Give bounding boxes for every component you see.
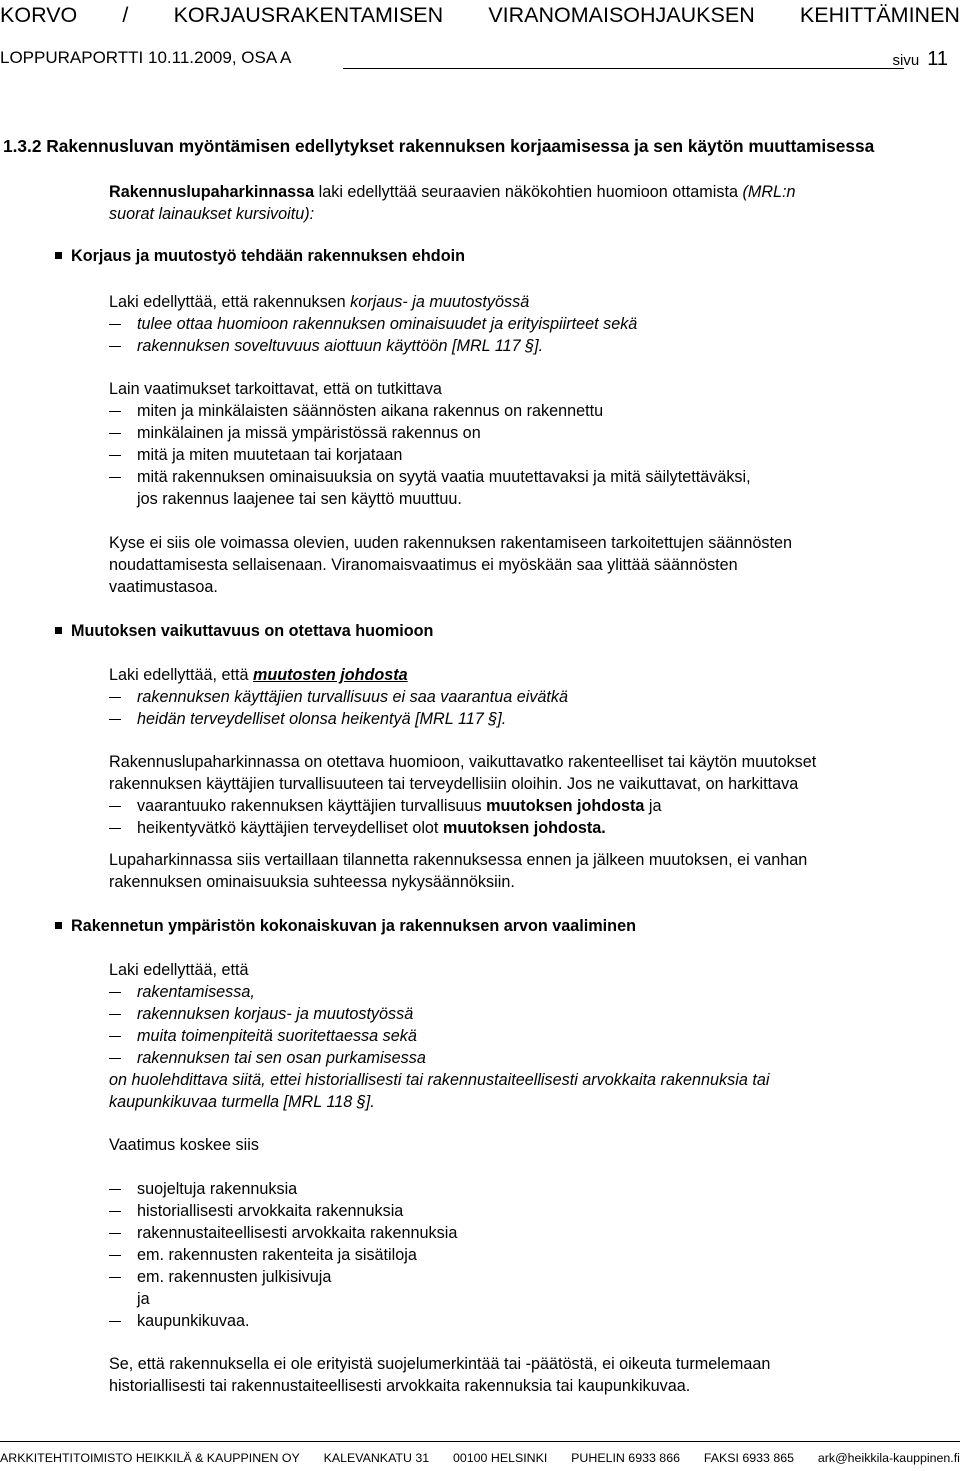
text-run-bold: muutoksen johdosta [486, 797, 645, 815]
paragraph-line [109, 664, 408, 686]
paragraph-line: Lain vaatimukset tarkoittavat, että on tutkittava [109, 380, 442, 398]
paragraph-line: on huolehdittava siitä, ettei historiallisesti tai rakennustaiteellisesti arvokkaita rakennuksia tai [109, 1071, 770, 1089]
list-item: mitä ja miten muutetaan tai korjataan [137, 446, 403, 464]
paragraph-line: Laki edellyttää, että [109, 961, 249, 979]
dash-icon [109, 828, 121, 829]
list-item: rakennustaiteellisesti arvokkaita rakennuksia [137, 1224, 458, 1242]
header-word: KORVO [0, 3, 78, 27]
list-item: rakennuksen soveltuvuus aiottuun käyttöön [MRL 117 §]. [137, 337, 544, 355]
text-run-italic: korjaus- ja muutostyössä [350, 293, 530, 311]
paragraph-line: Se, että rakennuksella ei ole erityistä suojelumerkintää tai -päätöstä, ei oikeuta turmelemaan [109, 1355, 771, 1373]
footer-divider [0, 1441, 960, 1442]
paragraph-line: noudattamisesta sellaisenaan. Viranomaisvaatimus ei myöskään saa ylittää säännösten [109, 556, 738, 574]
header-subtitle: LOPPURAPORTTI 10.11.2009, OSA A [0, 48, 292, 67]
header-word: VIRANOMAISOHJAUKSEN [488, 3, 755, 27]
list-connector: ja [137, 1290, 150, 1308]
list-item: kaupunkikuvaa. [137, 1312, 250, 1330]
list-item: rakentamisessa, [137, 983, 255, 1001]
dash-icon [109, 719, 121, 720]
list-item [137, 817, 606, 839]
dash-icon [109, 455, 121, 456]
dash-icon [109, 806, 121, 807]
dash-icon [109, 433, 121, 434]
dash-icon [109, 1014, 121, 1015]
list-item: em. rakennusten julkisivuja [137, 1268, 332, 1286]
header-word: KORJAUSRAKENTAMISEN [173, 3, 444, 27]
dash-icon [109, 1189, 121, 1190]
dash-icon [109, 992, 121, 993]
paragraph-line: Rakennuslupaharkinnassa on otettava huomioon, vaikuttavatko rakenteelliset tai käytön muutokset [109, 753, 817, 771]
header-divider [343, 68, 904, 69]
text-run: Laki edellyttää, että [109, 666, 253, 684]
list-item: historiallisesti arvokkaita rakennuksia [137, 1202, 404, 1220]
header-word: KEHITTÄMINEN [799, 3, 960, 27]
footer-city: 00100 HELSINKI [452, 1451, 548, 1465]
page-label: sivu [892, 52, 920, 69]
text-run: Laki edellyttää, että rakennuksen [109, 293, 351, 311]
list-item: suojeltuja rakennuksia [137, 1180, 298, 1198]
page-number: 11 [927, 48, 948, 70]
text-run: vaarantuuko rakennuksen käyttäjien turvallisuus [137, 797, 487, 815]
header-word: / [122, 3, 129, 27]
footer-street: KALEVANKATU 31 [323, 1451, 430, 1465]
list-item: em. rakennusten rakenteita ja sisätiloja [137, 1246, 417, 1264]
text-run: heikentyvätkö käyttäjien terveydelliset olot [137, 819, 443, 837]
subsection-heading: Rakennetun ympäristön kokonaiskuvan ja rakennuksen arvon vaaliminen [71, 917, 636, 935]
dash-icon [109, 411, 121, 412]
dash-icon [109, 697, 121, 698]
list-item: rakennuksen tai sen osan purkamisessa [137, 1049, 426, 1067]
dash-icon [109, 1321, 121, 1322]
dash-icon [109, 1233, 121, 1234]
paragraph-line: Vaatimus koskee siis [109, 1136, 259, 1154]
list-item: rakennuksen korjaus- ja muutostyössä [137, 1005, 414, 1023]
paragraph-line: Kyse ei siis ole voimassa olevien, uuden rakennuksen rakentamiseen tarkoitettujen säännösten [109, 534, 792, 552]
intro-line-1 [109, 181, 796, 203]
list-item: tulee ottaa huomioon rakennuksen ominaisuudet ja erityispiirteet sekä [137, 315, 638, 333]
page-indicator [893, 48, 948, 71]
dash-icon [109, 1036, 121, 1037]
text-run-bold: muutoksen johdosta. [442, 819, 606, 837]
paragraph-line: Lupaharkinnassa siis vertaillaan tilannetta rakennuksessa ennen ja jälkeen muutoksen, ei vanhan [109, 851, 808, 869]
dash-icon [109, 1255, 121, 1256]
page-footer [0, 1451, 960, 1465]
bullet-square-icon [55, 252, 62, 259]
list-item: minkälainen ja missä ympäristössä rakennus on [137, 424, 481, 442]
bullet-square-icon [55, 627, 62, 634]
dash-icon [109, 324, 121, 325]
text-run-underlined: muutosten johdosta [252, 666, 408, 684]
subsection-heading: Korjaus ja muutostyö tehdään rakennuksen ehdoin [71, 247, 465, 265]
intro-text: laki edellyttää seuraavien näkökohtien huomioon ottamista [314, 183, 743, 201]
paragraph-line: historiallisesti tai rakennustaiteellisesti arvokkaita rakennuksia tai kaupunkikuvaa. [109, 1377, 691, 1395]
dash-icon [109, 1058, 121, 1059]
footer-phone: PUHELIN 6933 866 [571, 1451, 680, 1465]
paragraph-line: kaupunkikuvaa turmella [MRL 118 §]. [109, 1093, 375, 1111]
paragraph-line: rakennuksen ominaisuuksia suhteessa nykysäännöksiin. [109, 873, 515, 891]
paragraph-line: rakennuksen käyttäjien turvallisuuteen tai terveydellisiin oloihin. Jos ne vaikuttavat, on harkittava [109, 775, 799, 793]
intro-italic: (MRL:n [742, 183, 796, 201]
list-item: heidän terveydelliset olonsa heikentyä [MRL 117 §]. [137, 710, 507, 728]
dash-icon [109, 1277, 121, 1278]
dash-icon [109, 477, 121, 478]
list-item [137, 795, 662, 817]
list-item: muita toimenpiteitä suoritettaessa sekä [137, 1027, 417, 1045]
paragraph-line: vaatimustasoa. [109, 578, 218, 596]
section-title: 1.3.2 Rakennusluvan myöntämisen edellytykset rakennuksen korjaamisessa ja sen käytön muuttamisessa [3, 136, 875, 156]
list-item: miten ja minkälaisten säännösten aikana rakennus on rakennettu [137, 402, 604, 420]
dash-icon [109, 346, 121, 347]
paragraph-line [109, 291, 529, 313]
page-header-title [0, 2, 960, 28]
footer-email: ark@heikkila-kauppinen.fi [817, 1451, 960, 1465]
subsection-heading: Muutoksen vaikuttavuus on otettava huomioon [71, 622, 434, 640]
footer-fax: FAKSI 6933 865 [703, 1451, 795, 1465]
bullet-square-icon [55, 922, 62, 929]
list-item-continuation: jos rakennus laajenee tai sen käyttö muuttuu. [137, 490, 462, 508]
text-run: ja [644, 797, 662, 815]
intro-bold: Rakennuslupaharkinnassa [109, 183, 315, 201]
footer-company: ARKKITEHTITOIMISTO HEIKKILÄ & KAUPPINEN OY [0, 1451, 300, 1465]
intro-line-2: suorat lainaukset kursivoitu): [109, 205, 315, 223]
list-item: mitä rakennuksen ominaisuuksia on syytä vaatia muutettavaksi ja mitä säilytettäväksi, [137, 468, 751, 486]
dash-icon [109, 1211, 121, 1212]
list-item: rakennuksen käyttäjien turvallisuus ei saa vaarantua eivätkä [137, 688, 569, 706]
